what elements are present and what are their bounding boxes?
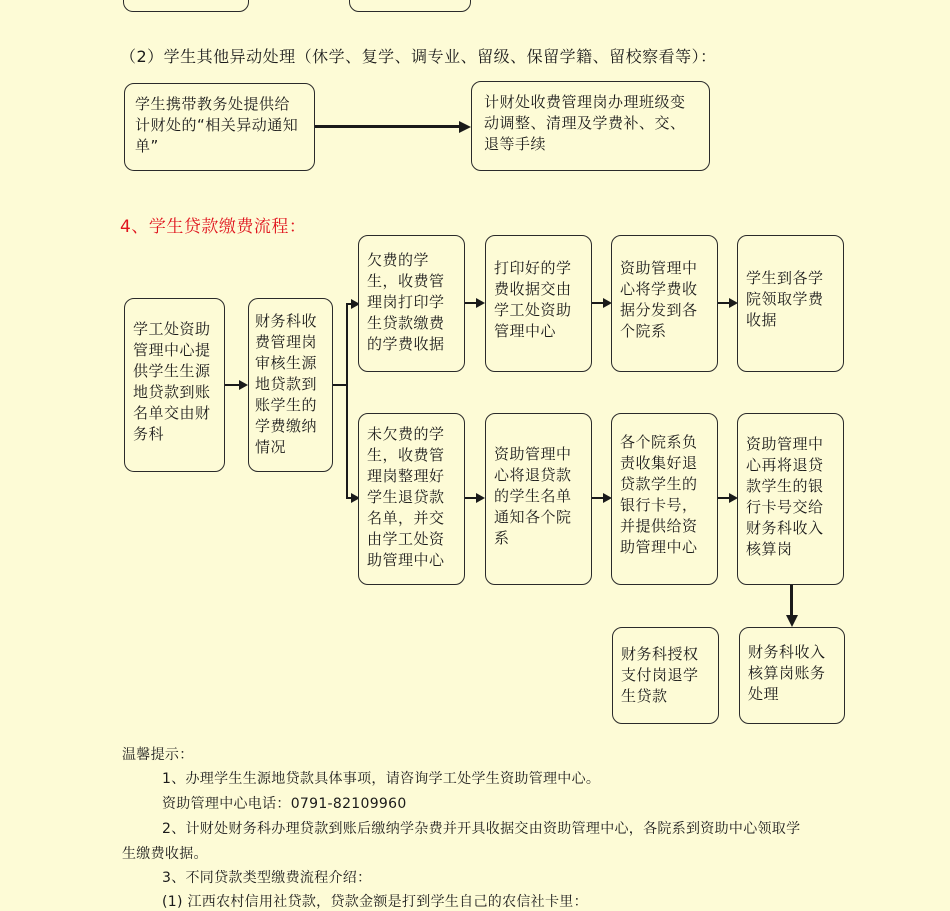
loan-start-box: 学工处资助管理中心提供学生生源地贷款到账名单交由财务科 (124, 298, 225, 472)
no-owe-arrow-3-line (718, 497, 729, 499)
owe-arrow-1-line (465, 302, 476, 304)
tip-phone: 资助管理中心电话：0791-82109960 (162, 796, 407, 812)
owe-step-1: 欠费的学生，收费管理岗打印学生贷款缴费的学费收据 (358, 235, 465, 372)
owe-step-3: 资助管理中心将学费收据分发到各个院系 (611, 235, 718, 372)
tip-item-1: 1、办理学生生源地贷款具体事项，请咨询学工处学生资助管理中心。 (162, 771, 601, 787)
start-to-review-arrow (239, 380, 248, 390)
loan-flow-heading: 4、学生贷款缴费流程： (120, 217, 307, 237)
tips-title: 温馨提示： (122, 747, 194, 763)
owe-step-4: 学生到各学院领取学费收据 (737, 235, 844, 372)
branch-vertical-line (346, 303, 348, 499)
no-owe-arrow-2-line (592, 497, 603, 499)
loan-review-box: 财务科收费管理岗审核生源地贷款到账学生的学费缴纳情况 (248, 298, 333, 472)
start-to-review-line (225, 384, 239, 386)
other-changes-heading: （2）学生其他异动处理（休学、复学、调专业、留级、保留学籍、留校察看等）： (120, 47, 717, 66)
other-arrow-head (459, 121, 471, 133)
no-owe-step-2: 资助管理中心将退贷款的学生名单通知各个院系 (485, 413, 592, 585)
fee-adjust-box: 计财处收费管理岗办理班级变动调整、清理及学费补、交、退等手续 (471, 81, 710, 171)
other-arrow-line (315, 125, 460, 128)
down-arrow-line (790, 585, 793, 616)
no-owe-arrow-1-head (476, 493, 485, 503)
tip-item-3-sub: (1) 江西农村信用社贷款，贷款金额是打到学生自己的农信社卡里： (162, 894, 588, 910)
tip-item-2-line-1: 2、计财处财务科办理贷款到账后缴纳学杂费并开具收据交由资助管理中心，各院系到资助中心领取学 (162, 821, 801, 837)
owe-step-2: 打印好的学费收据交由学工处资助管理中心 (485, 235, 592, 372)
notice-box: 学生携带教务处提供给计财处的“相关异动通知单” (124, 83, 315, 171)
refund-box: 财务科授权支付岗退学生贷款 (612, 627, 719, 724)
no-owe-arrow-1-line (465, 497, 476, 499)
tip-item-2-line-2: 生缴费收据。 (122, 846, 208, 862)
no-owe-step-1: 未欠费的学生，收费管理岗整理好学生退贷款名单，并交由学工处资助管理中心 (358, 413, 465, 585)
owe-arrow-2-line (592, 302, 603, 304)
tip-item-3: 3、不同贷款类型缴费流程介绍： (162, 870, 372, 886)
no-owe-step-3: 各个院系负责收集好退贷款学生的银行卡号，并提供给资助管理中心 (611, 413, 718, 585)
top-box-left (123, 0, 249, 12)
no-owe-step-4: 资助管理中心再将退贷款学生的银行卡号交给财务科收入核算岗 (737, 413, 844, 585)
down-arrow-head (786, 615, 798, 627)
owe-arrow-1-head (476, 298, 485, 308)
top-box-right (349, 0, 471, 12)
owe-arrow-3-line (718, 302, 729, 304)
review-branch-line (333, 384, 347, 386)
accounting-box: 财务科收入核算岗账务处理 (739, 627, 845, 724)
